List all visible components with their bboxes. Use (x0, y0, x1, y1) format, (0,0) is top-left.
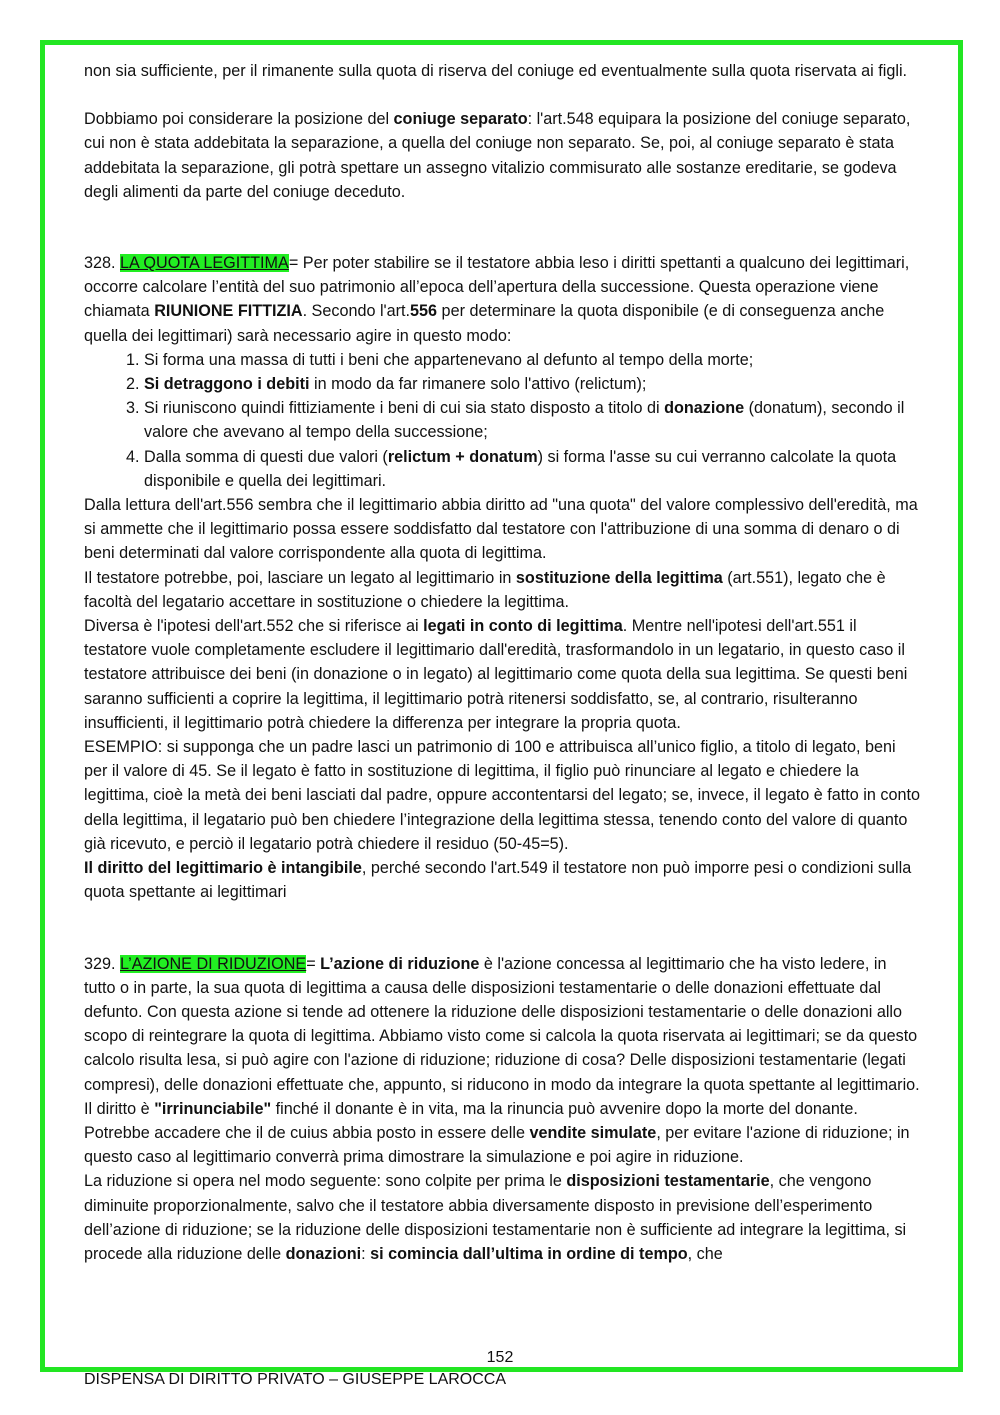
section-328-intro: 328. LA QUOTA LEGITTIMA= Per poter stabilire se il testatore abbia leso i diritti spettanti a qualcuno dei legittimari, occorre calcolare l’entità del suo patrimonio all’epoca dell’apertura della successione. Questa operazione viene chiamata RIUNIONE FITTIZIA. Secondo l'art.556 per determinare la quota disponibile (e di conseguenza anche quella dei legittimari) sarà necessario agire in questo modo: (84, 254, 910, 345)
section-title-highlight: LA QUOTA LEGITTIMA (120, 254, 289, 273)
paragraph: La riduzione si opera nel modo seguente: sono colpite per prima le disposizioni testamentarie, che vengono diminuite proporzionalmente, salvo che il testatore abbia diversamente disposto in previsione dell’esperimento dell’azione di riduzione; se la riduzione delle disposizioni testamentarie non è sufficiente ad integrare la legittima, si procede alla riduzione delle donazioni: si comincia dall’ultima in ordine di tempo, che (84, 1172, 907, 1263)
list-item: 4. Dalla somma di questi due valori (relictum + donatum) si forma l'asse su cui verranno calcolate la quota disponibile e quella dei legittimari. (144, 445, 920, 493)
list-item: 3. Si riuniscono quindi fittiziamente i beni di cui sia stato disposto a titolo di donazione (donatum), secondo il valore che avevano al tempo della successione; (144, 396, 920, 444)
page-body (84, 59, 920, 1266)
paragraph-intro: non sia sufficiente, per il rimanente sulla quota di riserva del coniuge ed eventualmente sulla quota riservata ai figli. (84, 62, 908, 80)
section-number: 328. (84, 254, 121, 273)
list-item: 2. Si detraggono i debiti in modo da far rimanere solo l'attivo (relictum); (144, 372, 920, 396)
section-329-intro: 329. L’AZIONE DI RIDUZIONE= L’azione di riduzione è l'azione concessa al legittimario che ha visto ledere, in tutto o in parte, la sua quota di legittima a causa delle disposizioni testamentarie o delle donazioni effettuate dal defunto. Con questa azione si tende ad ottenere la riduzione delle disposizioni testamentarie o delle donazioni allo scopo di reintegrare la quota di legittima. Abbiamo visto come si calcola la quota riservata ai legittimari; se da questo calcolo risulta lesa, si può agire con l'azione di riduzione; riduzione di cosa? Delle disposizioni testamentarie (legati compresi), delle donazioni effettuate che, appunto, si riducono in modo da integrare la quota spettante al legittimario. Il diritto è "irrinunciabile" finché il donante è in vita, ma la rinuncia può avvenire dopo la morte del donante. Potrebbe accadere che il de cuius abbia posto in essere delle vendite simulate, per evitare l'azione di riduzione; in questo caso al legittimario converrà prima dimostrare la simulazione e poi agire in riduzione. (84, 954, 920, 1167)
section-number: 329. (84, 954, 121, 973)
paragraph: Il testatore potrebbe, poi, lasciare un legato al legittimario in sostituzione della legittima (art.551), legato che è facoltà del legatario accettare in sostituzione o chiedere la legittima. (84, 568, 886, 611)
bold-term: coniuge separato (393, 110, 528, 129)
steps-list (84, 348, 920, 493)
paragraph: Il diritto del legittimario è intangibile, perché secondo l'art.549 il testatore non può imporre pesi o condizioni sulla quota spettante ai legittimari (84, 859, 912, 902)
section-title-highlight: L’AZIONE DI RIDUZIONE (120, 954, 307, 973)
paragraph: Diversa è l'ipotesi dell'art.552 che si riferisce ai legati in conto di legittima. Mentre nell'ipotesi dell'art.551 il testatore vuole completamente escludere il legittimario dall'eredità, trasformandolo in un legatario, in questo caso il testatore attribuisce dei beni (in donazione o in legato) al legittimario come quota della sua legittima. Se questi beni saranno sufficienti a coprire la legittima, il legittimario potrà ritenersi soddisfatto, se, al contrario, risulteranno insufficienti, il legittimario potrà chiedere la differenza per integrare la propria quota. (84, 617, 908, 732)
page-number: 152 (486, 1349, 514, 1366)
paragraph-coniuge-separato: Dobbiamo poi considerare la posizione del coniuge separato: l'art.548 equipara la posizione del coniuge separato, cui non è stata addebitata la separazione, a quella del coniuge non separato. Se, poi, al coniuge separato è stata addebitata la separazione, gli potrà spettare un assegno vitalizio commisurato alle sostanze ereditarie, se godeva degli alimenti da parte del coniuge deceduto. (84, 110, 911, 201)
paragraph: Dalla lettura dell'art.556 sembra che il legittimario abbia diritto ad "una quota" del valore complessivo dell'eredità, ma si ammette che il legittimario possa essere soddisfatto dal testatore con l'attribuzione di una somma di denaro o di beni determinati dal valore corrispondente alla quota di legittima. (84, 496, 918, 563)
list-item: 1. Si forma una massa di tutti i beni che appartenevano al defunto al tempo della morte; (144, 348, 920, 372)
page-footer: DISPENSA DI DIRITTO PRIVATO – GIUSEPPE LAROCCA (84, 1371, 507, 1388)
paragraph-esempio: ESEMPIO: si supponga che un padre lasci un patrimonio di 100 e attribuisca all’unico figlio, a titolo di legato, beni per il valore di 45. Se il legato è fatto in sostituzione di legittima, il figlio può rinunciare al legato e chiedere la legittima, cioè la metà dei beni lasciati dal padre, oppure accontentarsi del legato; se, invece, il legato è fatto in conto della legittima, il legatario può ben chiedere l’integrazione della legittima stessa, tenendo conto del valore di quanto già ricevuto, e perciò il legatario potrà chiedere il residuo (50-45=5). (84, 738, 920, 853)
